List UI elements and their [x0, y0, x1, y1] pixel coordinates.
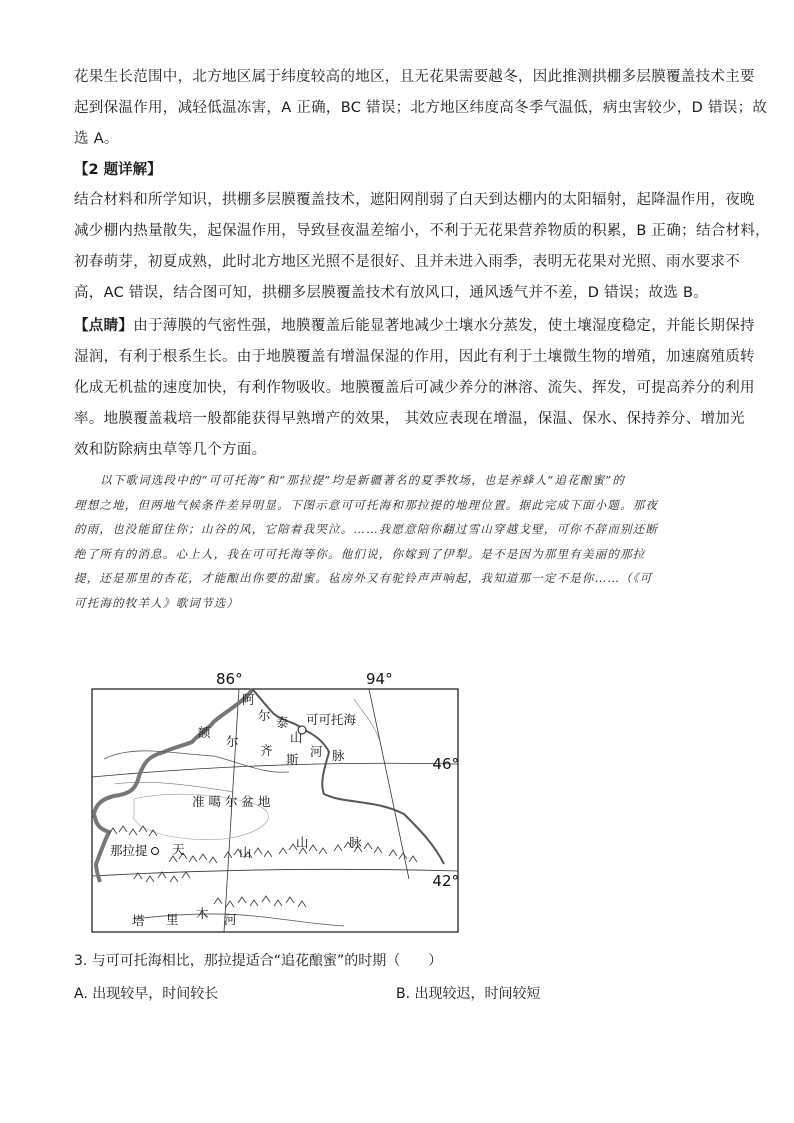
text-line: 绝了所有的消息。心上人，我在可可托海等你。他们说，你嫁到了伊犁。是不是因为那里有美丽的那拉 — [74, 546, 646, 561]
altai-char: 山 — [290, 730, 303, 745]
tianshan-char: 山 — [239, 845, 252, 860]
tarim-char: 木 — [196, 906, 209, 921]
tarim-char: 河 — [224, 912, 237, 927]
nalati-label: 那拉提 — [110, 843, 148, 858]
analysis-2-paragraph — [74, 185, 770, 309]
lat-label-46: 46° — [432, 755, 459, 773]
irtysh-char: 尔 — [226, 734, 239, 749]
tarim-char: 里 — [166, 912, 179, 927]
text-line: 以下歌词选段中的“可可托海”和“那拉提”均是新疆著名的夏季牧场，也是养蜂人“追花酿蜜”的 — [100, 473, 626, 487]
irtysh-char: 斯 — [286, 752, 299, 767]
junggar-label: 准 噶 尔 盆 地 — [192, 794, 271, 809]
option-b[interactable]: B. 出现较迟，时间较短 — [396, 986, 541, 1002]
tianshan-char: 天 — [172, 842, 185, 857]
text-line: 理想之地，但两地气候条件差异明显。下图示意可可托海和那拉提的地理位置。据此完成下面小题。那夜 — [74, 497, 659, 512]
altai-char: 阿 — [242, 692, 255, 707]
lon-label-86: 86° — [216, 670, 243, 688]
keketuohai-label: 可可托海 — [306, 712, 357, 727]
option-a[interactable]: A. 出现较早，时间较长 — [74, 986, 219, 1002]
text-line: 可托海的牧羊人》歌词节选） — [74, 595, 240, 610]
text-line — [74, 311, 755, 342]
map-frame — [92, 689, 458, 932]
tianshan-char: 脉 — [349, 835, 362, 850]
text-line: 化成无机盐的速度加快，有利作物吸收。地膜覆盖后可减少养分的淋溶、流失、挥发，可提高养分的利用 — [74, 380, 755, 396]
tianshan-char: 山 — [296, 835, 309, 850]
text-line: 高，AC 错误，结合图可知，拱棚多层膜覆盖技术有放风口，通风透气并不差，D 错误；故选 B。 — [74, 285, 709, 301]
tips-label: 【点睛】 — [74, 318, 134, 334]
xinjiang-map — [74, 664, 474, 939]
irtysh-char: 额 — [198, 725, 211, 740]
lat-label-42: 42° — [432, 872, 459, 890]
lyric-passage — [74, 468, 724, 615]
tarim-char: 塔 — [132, 913, 145, 928]
text-line: 选 A。 — [74, 131, 119, 147]
altai-char: 泰 — [276, 715, 289, 730]
text-line: 花果生长范围中，北方地区属于纬度较高的地区，且无花果需要越冬，因此推测拱棚多层膜覆盖技术主要 — [74, 69, 755, 85]
text-line: 结合材料和所学知识，拱棚多层膜覆盖技术，遮阳网削弱了白天到达棚内的太阳辐射，起降温作用，夜晚 — [74, 192, 755, 208]
lon-label-94: 94° — [366, 670, 393, 688]
text-line: 起到保温作用，减轻低温冻害，A 正确，BC 错误；北方地区纬度高冬季气温低，病虫害较少，D 错误；故 — [74, 100, 768, 116]
text-line: 率。地膜覆盖栽培一般都能获得早熟增产的效果， 其效应表现在增温，保温、保水、保持养分、增加光 — [74, 411, 745, 427]
altai-char: 尔 — [258, 708, 271, 723]
text-line: 效和防除病虫草等几个方面。 — [74, 442, 267, 458]
text-line: 初春萌芽，初夏成熟，此时北方地区光照不是很好、且并未进入雨季，表明无花果对光照、雨水要求不 — [74, 254, 740, 270]
section-2-heading: 【2 题详解】 — [74, 162, 162, 178]
altai-char: 脉 — [332, 748, 345, 763]
tips-line-first: 由于薄膜的气密性强，地膜覆盖后能显著地减少土壤水分蒸发，使土壤湿度稳定，并能长期保持 — [133, 318, 755, 334]
irtysh-char: 齐 — [260, 743, 273, 758]
text-line: 提，还是那里的杏花，才能酿出你要的甜蜜。毡房外又有驼铃声声响起，我知道那一定不是你……（《可 — [74, 571, 653, 585]
text-line: 的雨，也没能留住你；山谷的风，它陪着我哭泣。……我愿意陪你翻过雪山穿越戈壁，可你不辞而别还断 — [74, 522, 659, 536]
text-line: 湿润，有利于根系生长。由于地膜覆盖有增温保湿的作用，因此有利于土壤微生物的增殖，加速腐殖质转 — [74, 349, 755, 365]
nalati-marker — [152, 848, 159, 855]
tips-paragraph — [74, 311, 755, 466]
question-3-stem: 3. 与可可托海相比，那拉提适合“追花酿蜜”的时期（ ） — [74, 953, 443, 969]
irtysh-char: 河 — [310, 744, 323, 759]
text-line: 减少棚内热量散失，起保温作用，导致昼夜温差缩小，不利于无花果营养物质的积累，B 正确；结合材料， — [74, 223, 770, 239]
analysis-1-paragraph — [74, 62, 768, 155]
